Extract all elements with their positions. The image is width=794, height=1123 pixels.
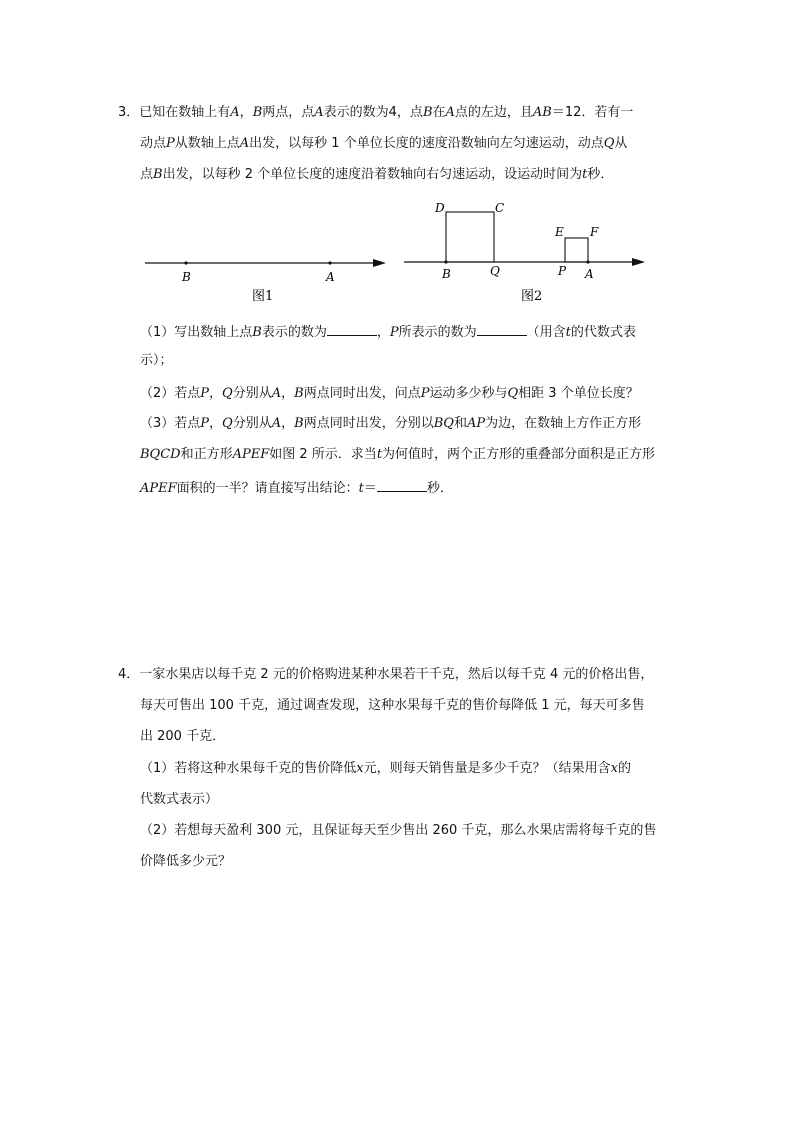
var-a: A <box>271 416 282 431</box>
fig2-label-e: E <box>555 225 564 239</box>
q4-line-1 <box>118 666 653 684</box>
text: 两点，点 <box>262 105 315 120</box>
fig2-label-c: C <box>495 201 505 215</box>
text: （1）若将这种水果每千克的售价降低 <box>140 761 357 776</box>
fig2-point-b <box>444 260 447 263</box>
text: 出 200 千克． <box>140 729 226 744</box>
var-apef: APEF <box>140 481 177 496</box>
var-t: t <box>565 325 571 340</box>
text: 从 <box>614 136 628 151</box>
text: 示）； <box>140 353 173 368</box>
var-q: Q <box>222 416 233 431</box>
text: 的代数式表 <box>570 325 636 340</box>
fig1-label-b: B <box>182 270 191 284</box>
answer-blank[interactable] <box>327 322 377 336</box>
answer-blank[interactable] <box>377 478 427 492</box>
var-q: Q <box>222 386 233 401</box>
fig2-square-bqcd <box>446 212 494 262</box>
var-ap: AP <box>466 416 486 431</box>
text: 相距 3 个单位长度？ <box>518 386 639 401</box>
var-b: B <box>252 325 262 340</box>
var-ab: AB <box>532 105 552 120</box>
var-t: t <box>376 447 383 462</box>
answer-blank[interactable] <box>477 322 527 336</box>
q3-sub2-line <box>140 385 639 403</box>
q3-sub1-line-2 <box>140 352 173 370</box>
figures <box>0 0 794 320</box>
fig1-point-a <box>328 261 331 264</box>
text: 分别从 <box>232 416 272 431</box>
q4-line-3 <box>140 728 225 746</box>
q3-sub3-line-3 <box>140 478 453 498</box>
text: ， <box>239 105 253 120</box>
q3-sub1-line-1 <box>140 322 636 342</box>
var-a: A <box>445 105 455 120</box>
text: 出发，以每秒 2 个单位长度的速度沿着数轴向右匀速运动，设运动时间为 <box>162 167 583 182</box>
q4-sub2-line-1 <box>140 822 656 840</box>
fig1-point-b <box>184 261 187 264</box>
var-b: B <box>252 105 263 120</box>
text: 点的左边，且 <box>454 105 533 120</box>
var-b: B <box>294 416 304 431</box>
fig2-label-q: Q <box>490 264 500 278</box>
text: 动点 <box>140 136 167 151</box>
fig1-label-a: A <box>326 270 335 284</box>
fig2-label-a: A <box>585 267 594 281</box>
text: 表示的数为 <box>261 325 327 340</box>
text: 和 <box>453 416 467 431</box>
text: 4．一家水果店以每千克 2 元的价格购进某种水果若干千克，然后以每千克 4 元的价格出售， <box>118 667 654 682</box>
q4-line-2 <box>140 697 645 715</box>
fig2-square-apef <box>565 238 588 262</box>
var-p: P <box>166 136 175 151</box>
text: ， <box>209 416 223 431</box>
text: 为边，在数轴上方作正方形 <box>485 416 642 431</box>
text: 从数轴上点 <box>174 136 240 151</box>
var-a: A <box>230 105 240 120</box>
text: ， <box>281 416 295 431</box>
text: 为何值时，两个正方形的重叠部分面积是正方形 <box>382 447 656 462</box>
text: 元，则每天销售量是多少千克？（结果用含 <box>363 761 611 776</box>
var-b: B <box>294 386 304 401</box>
text: （2）若点 <box>140 386 201 401</box>
fig2-point-a <box>586 260 589 263</box>
q3-sub3-line-1 <box>140 415 641 433</box>
q4-sub1-line-2 <box>140 791 218 809</box>
text: 3．已知在数轴上有 <box>118 105 231 120</box>
q4-sub2-line-2 <box>140 853 231 871</box>
text: 出发，以每秒 1 个单位长度的速度沿数轴向左匀速运动，动点 <box>249 136 604 151</box>
fig2-caption: 图2 <box>521 289 543 304</box>
text: （3）若点 <box>140 416 201 431</box>
q4-sub1-line-1 <box>140 760 631 778</box>
text: 和正方形 <box>180 447 233 462</box>
fig2-label-f: F <box>590 225 599 239</box>
var-t: t <box>582 167 588 182</box>
var-b: B <box>422 105 433 120</box>
var-bq: BQ <box>433 416 454 431</box>
var-p: P <box>200 386 210 401</box>
var-b: B <box>153 167 163 182</box>
var-bqcd: BQCD <box>140 447 181 462</box>
text: （用含 <box>526 325 566 340</box>
var-q: Q <box>507 386 519 401</box>
var-a: A <box>271 386 282 401</box>
var-a: A <box>314 105 324 120</box>
text: 价降低多少元？ <box>140 854 232 869</box>
text: 两点同时出发，分别以 <box>303 416 434 431</box>
text: 点 <box>140 167 154 182</box>
text: 运动多少秒与 <box>429 386 508 401</box>
text: ， <box>376 325 390 340</box>
fig1-axis-arrow <box>373 259 386 267</box>
text: 代数式表示） <box>140 792 219 807</box>
text: 两点同时出发，问点 <box>303 386 421 401</box>
text: ＝ <box>363 481 377 496</box>
fig2-label-p: P <box>558 264 567 278</box>
text: 表示的数为4，点 <box>323 105 423 120</box>
text: 秒． <box>587 167 614 182</box>
text: 面积的一半？请直接写出结论： <box>176 481 359 496</box>
text: 的 <box>617 761 631 776</box>
text: 分别从 <box>232 386 272 401</box>
var-t: t <box>358 481 364 496</box>
var-p: P <box>389 325 399 340</box>
var-x: x <box>356 761 364 776</box>
text: 在 <box>432 105 446 120</box>
text: 如图 2 所示．求当 <box>269 447 377 462</box>
var-a: A <box>239 136 250 151</box>
fig1-caption: 图1 <box>252 289 274 304</box>
text: ， <box>209 386 223 401</box>
q3-sub3-line-2 <box>140 446 655 464</box>
text: ， <box>281 386 295 401</box>
var-q: Q <box>603 136 615 151</box>
var-apef: APEF <box>232 447 270 462</box>
text: ＝12．若有一 <box>551 105 634 120</box>
text: 所表示的数为 <box>398 325 477 340</box>
text: 每天可售出 100 千克，通过调查发现，这种水果每千克的售价每降低 1 元，每天可多售 <box>140 698 645 713</box>
text: （2）若想每天盈利 300 元，且保证每天至少售出 260 千克，那么水果店需将每千克的售 <box>140 823 657 838</box>
var-x: x <box>610 761 618 776</box>
var-p: P <box>420 386 430 401</box>
text: 秒． <box>426 481 453 496</box>
fig2-axis-arrow <box>632 258 645 266</box>
fig2-label-d: D <box>435 201 445 215</box>
text: （1）写出数轴上点 <box>140 325 253 340</box>
fig2-label-b: B <box>442 267 451 281</box>
var-p: P <box>200 416 210 431</box>
